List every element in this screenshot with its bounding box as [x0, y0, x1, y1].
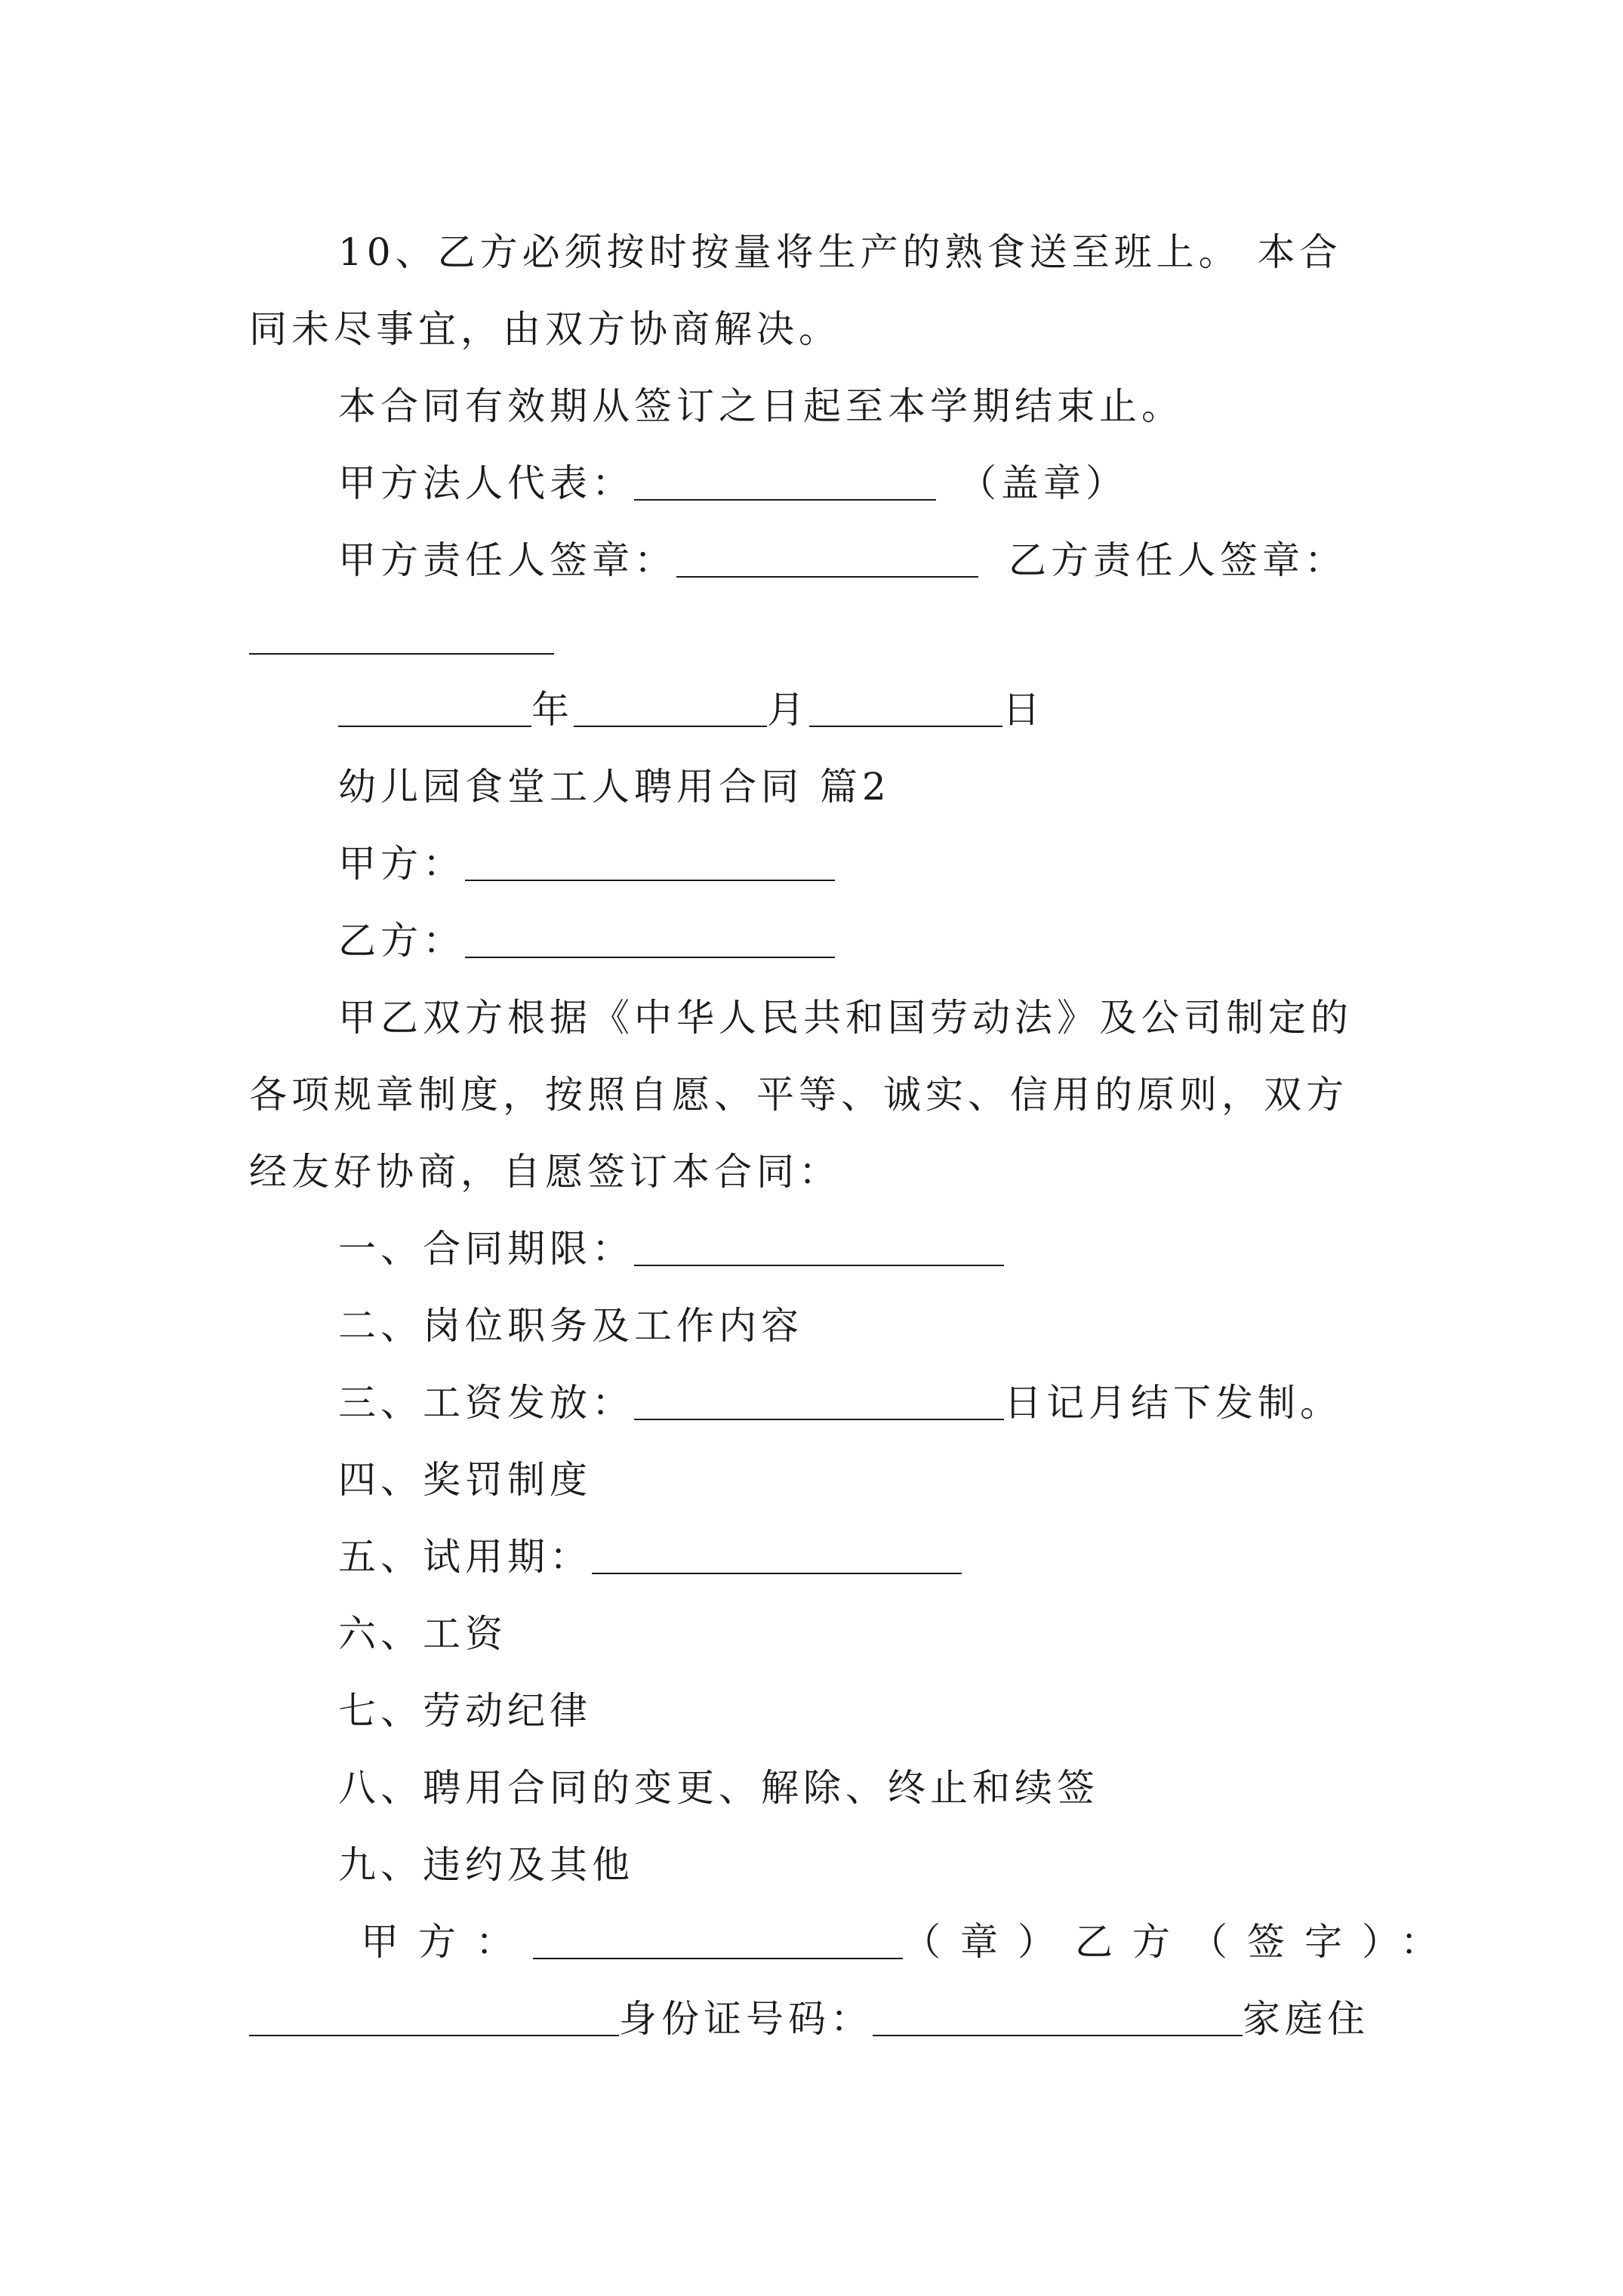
sign-party-a-blank — [533, 1925, 903, 1959]
wage-payment-blank — [634, 1385, 1004, 1420]
legal-representative-line — [338, 459, 1471, 507]
item-4: 四、奖罚制度 — [338, 1458, 592, 1502]
item-8: 八、聘用合同的变更、解除、终止和续签 — [338, 1766, 1099, 1810]
party-b-line — [338, 917, 1471, 965]
id-number-label: 身份证号码： — [619, 1997, 873, 2041]
paragraph-10-line-1: 10、乙方必须按时按量将生产的熟食送至班上。 本合 — [338, 230, 1342, 274]
item-3-label: 三、工资发放： — [338, 1381, 634, 1425]
item-1-line — [338, 1225, 1471, 1273]
probation-blank — [592, 1539, 962, 1574]
party-a-responsible-blank — [676, 543, 978, 578]
day-label: 日 — [1002, 688, 1045, 732]
item-3-line — [338, 1379, 1471, 1427]
sign-party-b-blank — [249, 2002, 619, 2036]
sign-seal-party-b-label: （章）乙方（签字）： — [903, 1920, 1458, 1964]
item-9: 九、违约及其他 — [338, 1843, 634, 1887]
party-a-blank — [465, 846, 835, 881]
item-7: 七、劳动纪律 — [338, 1689, 592, 1733]
id-number-blank — [873, 2002, 1243, 2036]
seal-note: （盖章） — [959, 461, 1128, 505]
responsible-signatures-line — [338, 536, 1471, 584]
paragraph-10-line-2: 同未尽事宜，由双方协商解决。 — [249, 307, 841, 351]
party-b-label: 乙方： — [338, 919, 465, 963]
year-label: 年 — [531, 688, 574, 732]
intro-line-3: 经友好协商，自愿签订本合同： — [249, 1150, 841, 1194]
day-blank — [809, 692, 1002, 727]
legal-representative-label: 甲方法人代表： — [338, 461, 634, 505]
year-blank — [338, 692, 531, 727]
intro-line-2: 各项规章制度，按照自愿、平等、诚实、信用的原则，双方 — [249, 1073, 1348, 1117]
contract-term-blank — [634, 1231, 1004, 1266]
item-5-line — [338, 1533, 1471, 1581]
party-b-responsible-label: 乙方责任人签章： — [1009, 538, 1347, 582]
party-b-responsible-blank-line — [249, 613, 1381, 661]
party-a-label: 甲方： — [338, 842, 465, 886]
month-blank — [574, 692, 767, 727]
date-line — [338, 686, 1471, 734]
item-2: 二、岗位职务及工作内容 — [338, 1304, 803, 1348]
item-6: 六、工资 — [338, 1612, 507, 1656]
signature-line — [361, 1918, 1493, 1966]
id-address-line — [249, 1995, 1381, 2043]
intro-line-1: 甲乙双方根据《中华人民共和国劳动法》及公司制定的 — [338, 996, 1353, 1040]
legal-representative-blank — [634, 466, 936, 501]
party-a-line — [338, 840, 1471, 888]
party-b-responsible-blank — [249, 620, 554, 655]
sign-party-a-label: 甲方： — [361, 1920, 533, 1964]
validity-clause: 本合同有效期从签订之日起至本学期结束止。 — [338, 384, 1184, 428]
month-label: 月 — [767, 688, 809, 732]
party-b-blank — [465, 923, 835, 958]
item-5-label: 五、试用期： — [338, 1535, 592, 1579]
item-3-suffix: 日记月结下发制。 — [1004, 1381, 1342, 1425]
party-a-responsible-label: 甲方责任人签章： — [338, 538, 676, 582]
section-title: 幼儿园食堂工人聘用合同 篇2 — [338, 765, 891, 809]
home-address-label: 家庭住 — [1243, 1997, 1369, 2041]
item-1-label: 一、合同期限： — [338, 1227, 634, 1271]
